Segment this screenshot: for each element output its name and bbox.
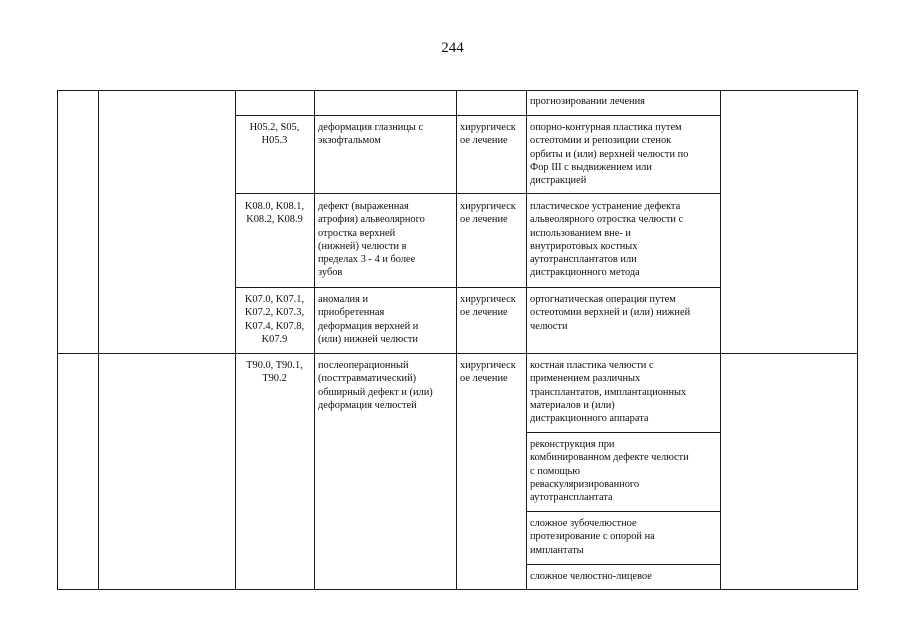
method-cell: ортогнатическая операция путем остеотомии верхней и (или) нижней челюсти: [530, 294, 691, 332]
condition-cell: дефект (выраженная атрофия) альвеолярного отростка верхней (нижней) челюсти в пределах 3 - 4 и более зубов: [318, 201, 425, 279]
column-border: [526, 90, 527, 590]
codes-cell: T90.0, T90.1, T90.2: [246, 360, 303, 385]
page-number: 244: [441, 40, 464, 56]
treatment-type-cell: хирургическ ое лечение: [460, 294, 516, 319]
method-cell: опорно-контурная пластика путем остеотомии и репозиции стенок орбиты и (или) верхней челюсти по Фор III с выдвижением или дистракцией: [530, 122, 689, 187]
method-divider: [526, 432, 720, 433]
table-bottom-border: [57, 589, 857, 590]
condition-cell: аномалия и приобретенная деформация верхней и (или) нижней челюсти: [318, 294, 419, 345]
method-cell: реконструкция при комбинированном дефекте челюсти с помощью реваскуляризированного аутотрансплантата: [530, 439, 689, 504]
method-cell: сложное челюстно-лицевое: [530, 571, 652, 582]
codes-cell: K08.0, K08.1, K08.2, K08.9: [244, 201, 305, 226]
method-divider: [526, 564, 720, 565]
codes-cell: H05.2, S05, H05.3: [249, 122, 300, 147]
table-top-border: [57, 90, 857, 91]
column-border: [456, 90, 457, 590]
column-border: [857, 90, 858, 590]
method-cell: костная пластика челюсти с применением различных трансплантатов, имплантационных материалов и (или) дистракционного аппарата: [530, 360, 687, 425]
column-border: [57, 90, 58, 590]
condition-cell: деформация глазницы с экзофтальмом: [318, 122, 424, 147]
column-border: [235, 90, 236, 590]
treatment-type-cell: хирургическ ое лечение: [460, 122, 516, 147]
method-cell: пластическое устранение дефекта альвеолярного отростка челюсти с использованием вне- и внутриротовых костных аутотрансплантатов или дистракционного метода: [530, 201, 684, 279]
condition-cell: послеоперационный (посттравматический) обширный дефект и (или) деформация челюстей: [318, 360, 433, 411]
section-divider: [57, 353, 857, 354]
column-border: [98, 90, 99, 590]
treatment-type-cell: хирургическ ое лечение: [460, 360, 516, 385]
row-divider: [235, 193, 720, 194]
method-cell: прогнозировании лечения: [530, 96, 645, 107]
codes-cell: K07.0, K07.1, K07.2, K07.3, K07.4, K07.8, K07.9: [244, 294, 305, 345]
row-divider: [235, 115, 720, 116]
column-border: [314, 90, 315, 590]
method-cell: сложное зубочелюстное протезирование с опорой на имплантаты: [530, 518, 655, 556]
treatment-type-cell: хирургическ ое лечение: [460, 201, 516, 226]
row-divider: [235, 287, 720, 288]
method-divider: [526, 511, 720, 512]
column-border: [720, 90, 721, 590]
